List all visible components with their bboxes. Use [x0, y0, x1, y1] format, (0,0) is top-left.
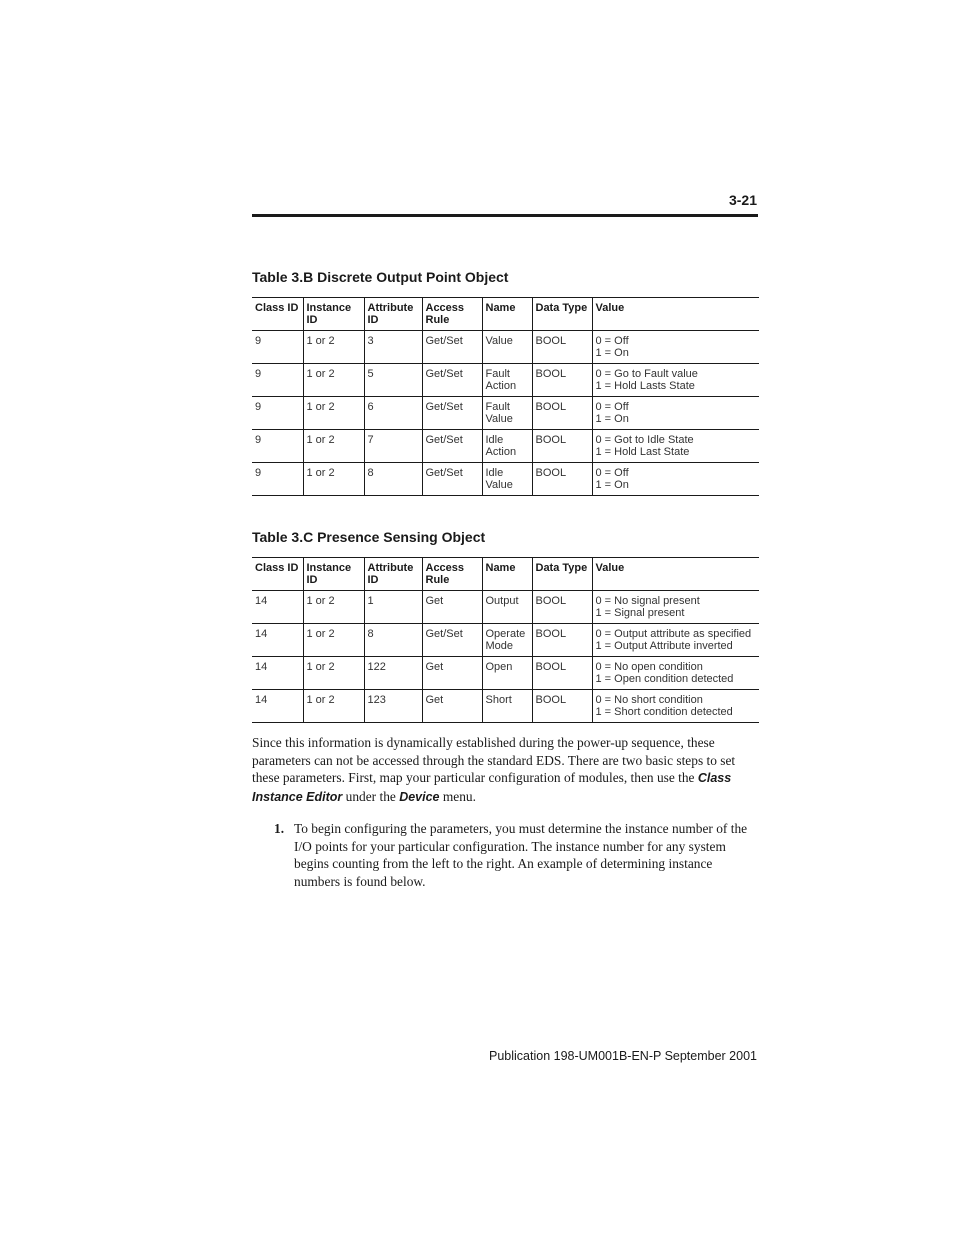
- header-text: Instance: [306, 302, 352, 314]
- table-cell: [364, 463, 422, 496]
- table-cell: [303, 364, 364, 397]
- table-cell: [482, 430, 532, 463]
- header-text: Name: [485, 302, 516, 314]
- table-cell: [252, 690, 303, 723]
- table-cell: [592, 624, 759, 657]
- header-text: Attribute: [367, 302, 414, 314]
- cell-text: 123: [367, 694, 386, 706]
- cell-text: 9: [255, 401, 262, 413]
- cell-text: 1: [367, 595, 374, 607]
- table-cell: [303, 690, 364, 723]
- cell-text: Fault: [485, 368, 510, 380]
- table-cell: [303, 331, 364, 364]
- header-text: Access: [425, 562, 465, 574]
- table-cell: [303, 657, 364, 690]
- column-header: [532, 298, 592, 331]
- cell-text: BOOL: [535, 401, 567, 413]
- cell-text: 1 or 2: [306, 434, 335, 446]
- cell-text: 1 or 2: [306, 595, 335, 607]
- table-cell: [252, 591, 303, 624]
- table-cell: [592, 657, 759, 690]
- header-rule: [252, 214, 758, 217]
- step-number: 1.: [274, 821, 285, 836]
- table-cell: [422, 624, 482, 657]
- table-row: [252, 657, 759, 690]
- cell-text: BOOL: [535, 628, 567, 640]
- header-text: Name: [485, 562, 516, 574]
- cell-text: Mode: [485, 640, 514, 652]
- column-header: [303, 298, 364, 331]
- cell-text: Idle: [485, 434, 504, 446]
- paragraph-text: menu.: [439, 788, 476, 804]
- table-cell: [252, 430, 303, 463]
- column-header: [422, 298, 482, 331]
- header-text: ID: [306, 574, 318, 586]
- cell-text: Idle: [485, 467, 504, 479]
- header-text: Value: [595, 302, 625, 314]
- cell-text: 14: [255, 661, 268, 673]
- cell-text: Value: [485, 413, 513, 425]
- column-header: [364, 558, 422, 591]
- column-header: [422, 558, 482, 591]
- header-text: ID: [306, 314, 318, 326]
- table-cell: [532, 364, 592, 397]
- publication-footer: Publication 198-UM001B-EN-P September 2001: [489, 1049, 757, 1063]
- table-cell: [482, 397, 532, 430]
- table-cell: [482, 591, 532, 624]
- table-c-caption: Table 3.C Presence Sensing Object: [252, 529, 486, 545]
- table-cell: [592, 364, 759, 397]
- column-header: [592, 558, 759, 591]
- table-cell: [252, 364, 303, 397]
- table-row: [252, 364, 759, 397]
- column-header: [252, 558, 303, 591]
- header-text: ID: [367, 574, 379, 586]
- cell-text: 1 = Hold Lasts State: [595, 380, 695, 392]
- table-cell: [422, 397, 482, 430]
- cell-text: 1 = On: [595, 347, 629, 359]
- header-text: Data Type: [535, 562, 588, 574]
- cell-text: Value: [485, 335, 513, 347]
- table-cell: [252, 657, 303, 690]
- page-number: 3-21: [728, 192, 757, 208]
- cell-text: 9: [255, 335, 262, 347]
- column-header: [364, 298, 422, 331]
- table-row: [252, 624, 759, 657]
- table-cell: [364, 397, 422, 430]
- cell-text: BOOL: [535, 335, 567, 347]
- header-text: Value: [595, 562, 625, 574]
- cell-text: 1 = On: [595, 413, 629, 425]
- cell-text: 1 or 2: [306, 694, 335, 706]
- cell-text: Open: [485, 661, 513, 673]
- table-row: [252, 463, 759, 496]
- header-text: Class ID: [255, 302, 299, 314]
- table-row: [252, 591, 759, 624]
- cell-text: 14: [255, 595, 268, 607]
- table-cell: [252, 463, 303, 496]
- cell-text: Value: [485, 479, 513, 491]
- column-header: [252, 298, 303, 331]
- table-cell: [303, 397, 364, 430]
- cell-text: 8: [367, 628, 374, 640]
- cell-text: 8: [367, 467, 374, 479]
- cell-text: 1 = Signal present: [595, 607, 685, 619]
- cell-text: Get/Set: [425, 368, 463, 380]
- cell-text: 1 = On: [595, 479, 629, 491]
- table-cell: [482, 657, 532, 690]
- table-cell: [422, 591, 482, 624]
- discrete-output-point-table: [252, 297, 759, 496]
- table-cell: [532, 463, 592, 496]
- table-b-caption: Table 3.B Discrete Output Point Object: [252, 269, 509, 285]
- header-text: Rule: [425, 314, 450, 326]
- cell-text: BOOL: [535, 434, 567, 446]
- presence-sensing-table: [252, 557, 759, 723]
- column-header: [592, 298, 759, 331]
- table-cell: [592, 463, 759, 496]
- cell-text: 0 = Off: [595, 335, 629, 347]
- cell-text: 9: [255, 467, 262, 479]
- header-text: Instance: [306, 562, 352, 574]
- cell-text: Get: [425, 694, 444, 706]
- column-header: [482, 298, 532, 331]
- table-row: [252, 430, 759, 463]
- table-row: [252, 397, 759, 430]
- cell-text: 0 = Off: [595, 467, 629, 479]
- class-instance-editor-term: Class Instance Editor: [252, 771, 732, 804]
- cell-text: Get/Set: [425, 335, 463, 347]
- cell-text: 9: [255, 434, 262, 446]
- cell-text: Get/Set: [425, 467, 463, 479]
- cell-text: 1 = Hold Last State: [595, 446, 690, 458]
- table-cell: [303, 463, 364, 496]
- step-text: To begin configuring the parameters, you must determine the instance number of the I/O points for your particular configuration. The instance number for any system begins counting from the left to the right. An example of determining instance numbers is found below.: [294, 821, 748, 889]
- cell-text: Action: [485, 446, 517, 458]
- cell-text: 14: [255, 628, 268, 640]
- cell-text: 1 or 2: [306, 628, 335, 640]
- table-header-row: [252, 298, 759, 331]
- paragraph-text: Since this information is dynamically established during the power-up sequence, these parameters can not be accessed through the standard EDS. There are two basic steps to set these parameters. First, map your particular configuration of modules, then use the: [252, 735, 736, 785]
- table-cell: [252, 331, 303, 364]
- table-cell: [532, 430, 592, 463]
- cell-text: 0 = No open condition: [595, 661, 703, 673]
- header-text: ID: [367, 314, 379, 326]
- table-cell: [592, 397, 759, 430]
- table-row: [252, 331, 759, 364]
- table-cell: [303, 430, 364, 463]
- table-cell: [422, 430, 482, 463]
- table-cell: [482, 690, 532, 723]
- cell-text: 1 or 2: [306, 335, 335, 347]
- table-cell: [532, 690, 592, 723]
- cell-text: 9: [255, 368, 262, 380]
- cell-text: 0 = No signal present: [595, 595, 700, 607]
- cell-text: 1 or 2: [306, 467, 335, 479]
- body-paragraph: [252, 734, 758, 806]
- table-cell: [592, 690, 759, 723]
- cell-text: Get/Set: [425, 401, 463, 413]
- paragraph-text: under the: [342, 788, 400, 804]
- cell-text: 122: [367, 661, 386, 673]
- table-cell: [422, 690, 482, 723]
- table-cell: [303, 624, 364, 657]
- header-text: Attribute: [367, 562, 414, 574]
- cell-text: Get: [425, 595, 444, 607]
- table-cell: [532, 624, 592, 657]
- column-header: [532, 558, 592, 591]
- header-text: Data Type: [535, 302, 588, 314]
- table-cell: [532, 397, 592, 430]
- cell-text: 1 = Output Attribute inverted: [595, 640, 733, 652]
- table-cell: [364, 331, 422, 364]
- table-cell: [252, 624, 303, 657]
- cell-text: Get/Set: [425, 628, 463, 640]
- table-cell: [422, 463, 482, 496]
- table-header-row: [252, 558, 759, 591]
- column-header: [482, 558, 532, 591]
- table-cell: [592, 331, 759, 364]
- table-cell: [252, 397, 303, 430]
- cell-text: 0 = Off: [595, 401, 629, 413]
- cell-text: BOOL: [535, 595, 567, 607]
- cell-text: 0 = Output attribute as specified: [595, 628, 752, 640]
- table-cell: [532, 331, 592, 364]
- cell-text: BOOL: [535, 694, 567, 706]
- device-menu-term: Device: [399, 789, 440, 804]
- table-cell: [482, 331, 532, 364]
- header-text: Rule: [425, 574, 450, 586]
- table-cell: [532, 657, 592, 690]
- table-row: [252, 690, 759, 723]
- cell-text: 14: [255, 694, 268, 706]
- cell-text: 1 or 2: [306, 661, 335, 673]
- cell-text: 5: [367, 368, 374, 380]
- cell-text: Operate: [485, 628, 526, 640]
- table-cell: [592, 430, 759, 463]
- table-cell: [422, 331, 482, 364]
- column-header: [303, 558, 364, 591]
- cell-text: BOOL: [535, 467, 567, 479]
- cell-text: 1 = Open condition detected: [595, 673, 734, 685]
- cell-text: 0 = No short condition: [595, 694, 703, 706]
- cell-text: BOOL: [535, 368, 567, 380]
- cell-text: 1 or 2: [306, 368, 335, 380]
- table-cell: [303, 591, 364, 624]
- table-cell: [422, 657, 482, 690]
- cell-text: 0 = Got to Idle State: [595, 434, 694, 446]
- table-cell: [482, 624, 532, 657]
- table-cell: [364, 430, 422, 463]
- cell-text: 6: [367, 401, 374, 413]
- header-text: Access: [425, 302, 465, 314]
- table-cell: [532, 591, 592, 624]
- table-cell: [364, 591, 422, 624]
- cell-text: 1 or 2: [306, 401, 335, 413]
- cell-text: Get: [425, 661, 444, 673]
- table-cell: [364, 364, 422, 397]
- table-cell: [422, 364, 482, 397]
- cell-text: Fault: [485, 401, 510, 413]
- cell-text: Action: [485, 380, 517, 392]
- table-cell: [364, 624, 422, 657]
- table-cell: [364, 657, 422, 690]
- cell-text: 7: [367, 434, 374, 446]
- header-text: Class ID: [255, 562, 299, 574]
- cell-text: Output: [485, 595, 519, 607]
- cell-text: Get/Set: [425, 434, 463, 446]
- table-cell: [482, 463, 532, 496]
- table-cell: [592, 591, 759, 624]
- cell-text: BOOL: [535, 661, 567, 673]
- cell-text: 1 = Short condition detected: [595, 706, 733, 718]
- table-cell: [364, 690, 422, 723]
- cell-text: Short: [485, 694, 512, 706]
- cell-text: 0 = Go to Fault value: [595, 368, 698, 380]
- cell-text: 3: [367, 335, 374, 347]
- table-cell: [482, 364, 532, 397]
